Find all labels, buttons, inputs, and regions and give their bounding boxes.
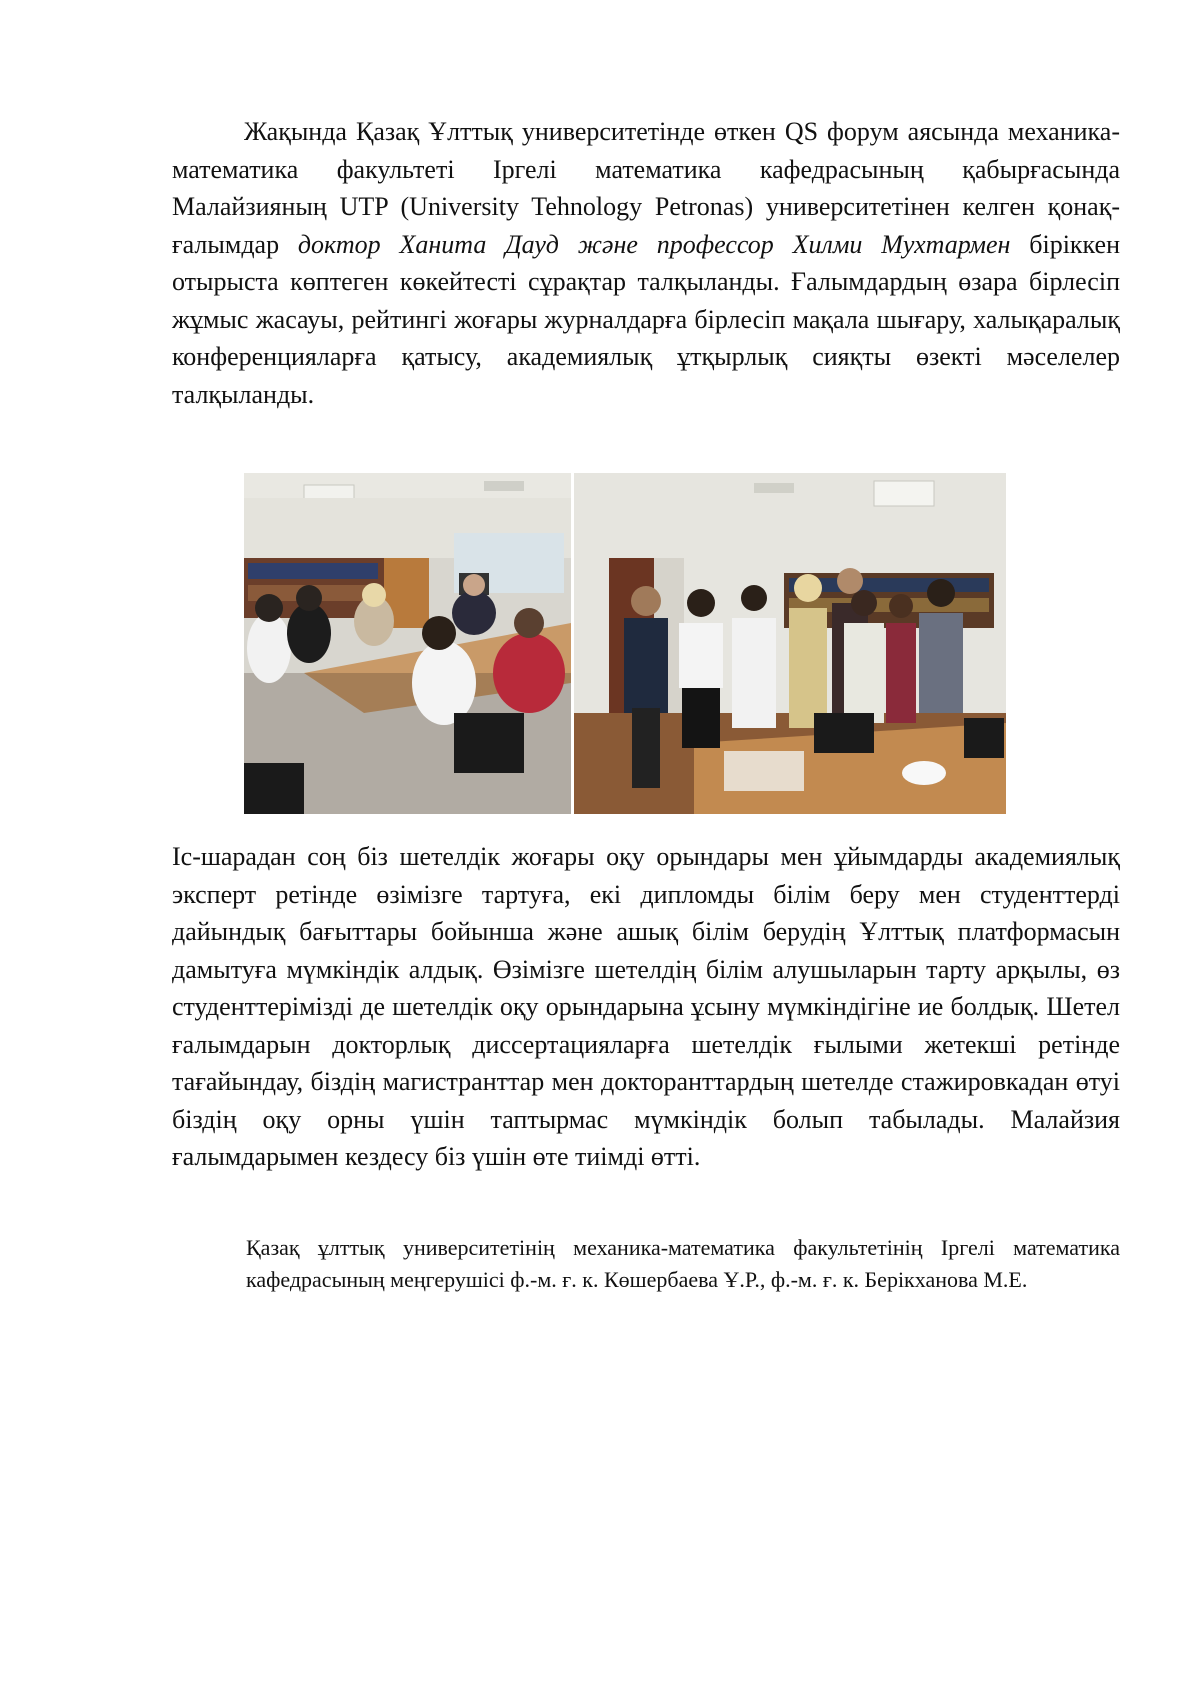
group-photo: [574, 473, 1006, 814]
photo-collage: [244, 473, 1006, 814]
author-signature: Қазақ ұлттық университетінің механика-математика факультетінің Іргелі математика кафедрасының меңгерушісі ф.-м. ғ. к. Көшербаева Ұ.Р., ф.-м. ғ. к. Берікханова М.Е.: [246, 1235, 1120, 1292]
paragraph-intro-text: Жақында Қазақ Ұлттық университетінде өткен QS форум аясында механика-математика факультеті Іргелі математика кафедрасының қабырғасында Малайзияның UTP (University Tehnology Petronas) университетінен келген қонақ-ғалымдар: [172, 117, 1120, 259]
paragraph-intro-rest: біріккен отырыста көптеген көкейтесті сұрақтар талқыланды. Ғалымдардың өзара бірлесіп жұмыс жасауы, рейтингі жоғары журналдарға бірлесіп мақала шығару, халықаралық конференцияларға қатысу, академиялық ұтқырлық сияқты өзекті мәселелер талқыланды.: [172, 229, 1120, 409]
paragraph-outcome: Іс-шарадан соң біз шетелдік жоғары оқу орындары мен ұйымдарды академиялық эксперт ретінде өзімізге тартуға, екі дипломды білім беру мен студенттерді дайындық бағыттары бойынша және ашық білім берудің Ұлттық платформасын дамытуға мүмкіндік алдық. Өзімізге шетелдің білім алушыларын тарту арқылы, өз студенттерімізді де шетелдік оқу орындарына ұсыну мүмкіндігіне ие болдық. Шетел ғалымдарын докторлық диссертацияларға шетелдік ғылыми жетекші ретінде тағайындау, біздің магистранттар мен докторанттардың шетелде стажировкадан өтуі біздің оқу орны үшін таптырмас мүмкіндік болып табылады. Малайзия ғалымдарымен кездесу біз үшін өте тиімді өтті.: [172, 842, 1120, 1171]
paragraph-intro: [172, 113, 1120, 413]
guest-names-italic: доктор Ханита Дауд және профессор Хилми Мухтармен: [297, 229, 1011, 259]
meeting-photo: [244, 473, 571, 814]
